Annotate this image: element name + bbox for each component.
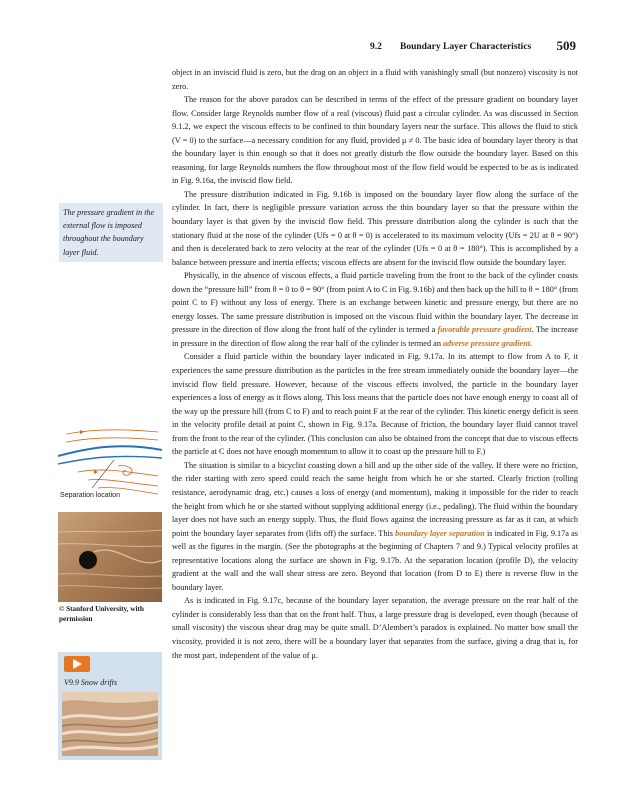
paragraph-1: object in an inviscid fluid is zero, but the drag on an object in a fluid with vanishingly small (but nonzero) viscosity is not zero. — [172, 68, 578, 91]
paragraph-4 — [172, 269, 578, 350]
photo-credit: © Stanford University, with permission — [59, 605, 144, 623]
keyword-boundary-layer-separation: boundary layer separation — [395, 528, 485, 538]
paragraph-6-part-a: The situation is similar to a bicyclist coasting down a hill and up the other side of the valley. If there were no friction, the rider starting with zero speed could reach the same height from which he or she started. Clearly friction (rolling resistance, aerodynamic drag, etc.) causes a loss of energy (and momentum), making it impossible for the rider to reach the height from which he or she started without supplying additional energy (i.e., pedaling). The fluid within the boundary layer does not have such an energy supply. Thus, the fluid flows against the increasing pressure as far as it can, at which point the boundary layer separates from (lifts off) the surface. This — [172, 460, 578, 538]
section-title: Boundary Layer Characteristics — [400, 42, 532, 52]
video-caption: V9.9 Snow drifts — [64, 678, 118, 687]
snow-drifts-thumbnail — [62, 692, 158, 756]
paragraph-7: As is indicated in Fig. 9.17c, because of the boundary layer separation, the average pressure on the rear half of the cylinder is considerably less than that on the front half. Thus, a large pressure drag is developed, even though (because of small viscosity) the viscous shear drag may be quite small. D’Alembert’s paradox is explained. No matter how small the viscosity, provided it is not zero, there will be a boundary layer that separates from the surface, giving a drag that is, for the most part, independent of the value of μ. — [172, 596, 578, 660]
paragraph-6-part-b: is indicated in Fig. 9.17a as well as the figures in the margin. (See the photographs at the beginning of Chapters 7 and 9.) Typical velocity profiles at representative locations along the surface are shown in Fig. 9.17b. At the separation location (profile D), the velocity gradient at the wall and the wall shear stress are zero. Beyond that location (from D to E) there is reverse flow in the boundary layer. — [172, 528, 579, 592]
keyword-favorable-pressure-gradient: favorable pressure gradient — [437, 325, 532, 335]
separation-flow-sketch — [58, 420, 162, 496]
paragraph-4-part-b: . The increase in pressure in the direction of flow along the rear half of the cylinder is termed an — [172, 325, 579, 348]
paragraph-3: The pressure distribution indicated in Fig. 9.16b is imposed on the boundary layer flow along the surface of the cylinder. In fact, there is negligible pressure variation across the thin boundary layer so that the pressure within the boundary layer is that given by the inviscid flow field. This pressure distribution along the cylinder is such that the stationary fluid at the nose of the cylinder (Ufs = 0 at θ = 0) is accelerated to its maximum velocity (Ufs = 2U at θ = 90°) and then is decelerated back to zero velocity at the rear of the cylinder (Ufs = 0 at θ = 180°). This is accomplished by a balance between pressure and inertia effects; viscous effects are absent for the inviscid flow outside the boundary layer. — [172, 189, 578, 267]
margin-note: The pressure gradient in the external flow is imposed throughout the boundary layer fluid. — [59, 203, 163, 262]
keyword-adverse-pressure-gradient: adverse pressure gradient. — [443, 338, 533, 348]
main-text-column — [172, 66, 578, 662]
paragraph-5: Consider a fluid particle within the boundary layer indicated in Fig. 9.17a. In its attempt to flow from A to F, it experiences the same pressure distribution as the particles in the free stream immediately outside the boundary layer—the inviscid flow field pressure. However, because of the viscous effects involved, the particle in the boundary layer experiences a loss of energy as it flows along. This loss means that the particle does not have enough energy to coast all of the way up the pressure hill (from C to F) and to reach point F at the rear of the cylinder. This kinetic energy deficit is seen in the velocity profile detail at point C, shown in Fig. 9.17a. Because of friction, the boundary layer fluid cannot travel from the front to the rear of the cylinder. (This conclusion can also be obtained from the concept that due to viscous effects the particle at C does not have enough momentum to allow it to coast up the pressure hill to F.) — [172, 352, 578, 457]
cylinder-separation-photo — [58, 512, 162, 602]
separation-location-label: Separation location — [60, 492, 120, 499]
section-number: 9.2 — [370, 42, 382, 52]
paragraph-4-part-a: Physically, in the absence of viscous effects, a fluid particle traveling from the front to the back of the cylinder coasts down the “pressure hill” from θ = 0 to θ = 90° (from point A to C in Fig. 9.16b) and then back up the hill to θ = 180° (from point C to F) without any loss of energy. There is an exchange between kinetic and pressure energy, but there are no energy losses. The same pressure distribution is imposed on the viscous fluid within the boundary layer. The decrease in pressure in the direction of flow along the front half of the cylinder is termed a — [172, 271, 578, 335]
video-link-box[interactable] — [58, 652, 162, 760]
paragraph-6 — [172, 459, 578, 594]
play-icon[interactable] — [64, 656, 90, 672]
paragraph-2: The reason for the above paradox can be described in terms of the effect of the pressure gradient on boundary layer flow. Consider large Reynolds number flow of a real (viscous) fluid past a circular cylinder. As was discussed in Section 9.1.2, we expect the viscous effects to be confined to thin boundary layers near the surface. This allows the fluid to stick (V = 0) to the surface—a necessary condition for any fluid, provided μ ≠ 0. The basic idea of boundary layer theory is that the boundary layer is thin enough so that it does not greatly disturb the flow outside the boundary layer. Based on this reasoning, for large Reynolds numbers the flow throughout most of the flow field would be expected to be as is indicated in Fig. 9.16a, the inviscid flow field. — [172, 95, 578, 186]
running-header — [172, 38, 576, 54]
page-number: 509 — [556, 38, 576, 53]
